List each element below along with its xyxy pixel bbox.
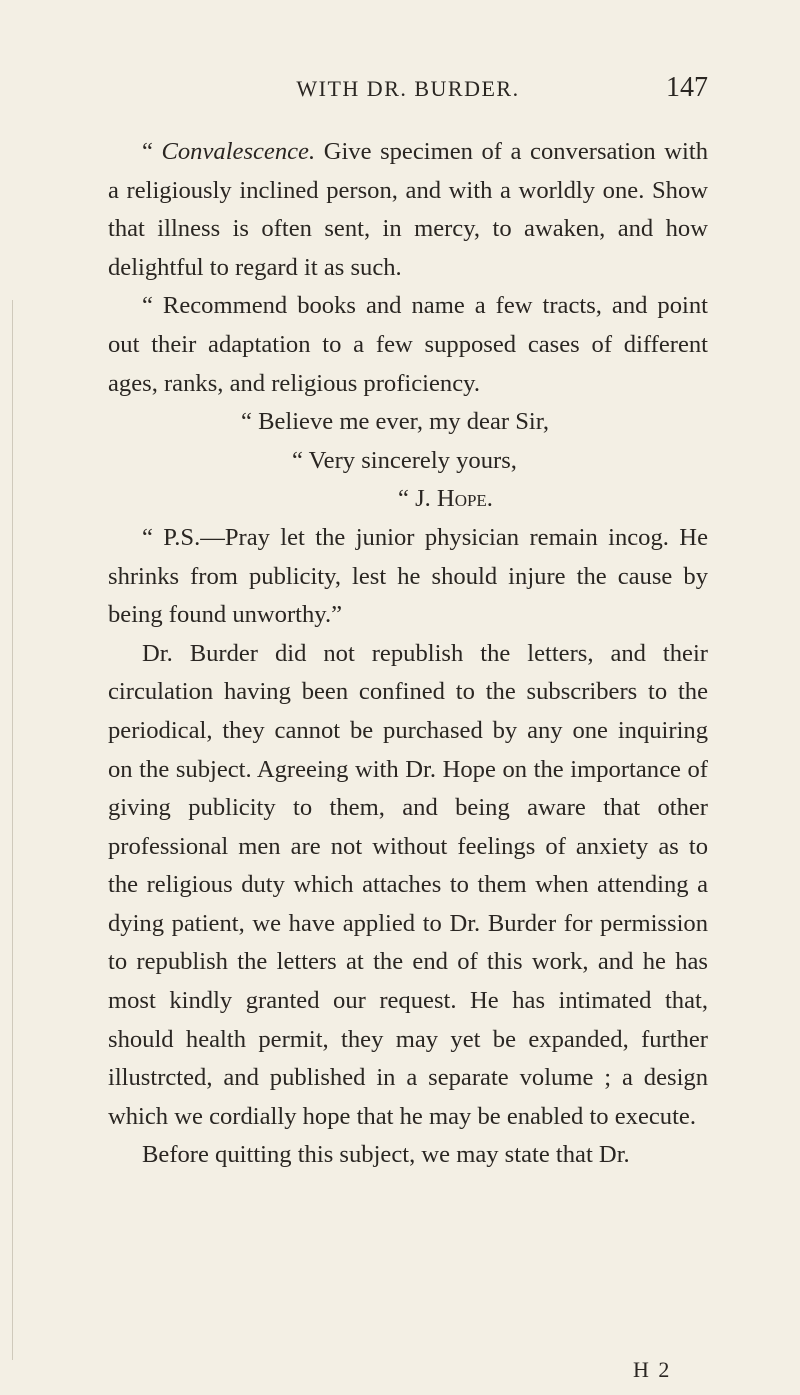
page-edge-line xyxy=(12,300,13,1360)
italic-heading: Convalescence. xyxy=(161,138,316,165)
open-quote: “ xyxy=(142,138,162,165)
paragraph-recommend-books: “ Recommend books and name a few tracts, and point out their adaptation to a few supposed cases of different ages, ranks, and religious proficiency. xyxy=(108,292,708,397)
page-header xyxy=(108,72,708,112)
page-number: 147 xyxy=(666,72,708,103)
running-head: WITH DR. BURDER. xyxy=(296,76,520,101)
signature-mark: H 2 xyxy=(633,1357,672,1382)
paragraph-text: Give specimen of a conversation with a religiously inclined person, and with a worldly one. Show that illness is often sent, in mercy, to awaken, and how delightful to regard it as such. xyxy=(108,138,708,281)
closing-line-believe: “ Believe me ever, my dear Sir, xyxy=(241,408,550,436)
body-text xyxy=(108,133,708,1175)
paragraph-before-quitting: Before quitting this subject, we may state that Dr. xyxy=(142,1141,630,1169)
closing-line-signature: “ J. Hope. xyxy=(398,485,493,513)
paragraph-republication: Dr. Burder did not republish the letters, and their circulation having been confined to the subscribers to the periodical, they cannot be purchased by any one inquiring on the subject. Agreeing with Dr. Hope on the importance of giving publicity to them, and being aware that other professional men are not without feelings of anxiety as to the religious duty which attaches to them when attending a dying patient, we have applied to Dr. Burder for permission to republish the letters at the end of this work, and he has most kindly granted our request. He has intimated that, should health permit, they may yet be expanded, further illustrcted, and published in a separate volume ; a design which we cordially hope that he may be enabled to execute. xyxy=(108,639,708,1130)
paragraph-convalescence xyxy=(108,133,708,287)
closing-line-sincerely: “ Very sincerely yours, xyxy=(292,446,517,474)
paragraph-postscript: “ P.S.—Pray let the junior physician remain incog. He shrinks from publicity, lest he should injure the cause by being found unworthy.” xyxy=(108,523,708,629)
